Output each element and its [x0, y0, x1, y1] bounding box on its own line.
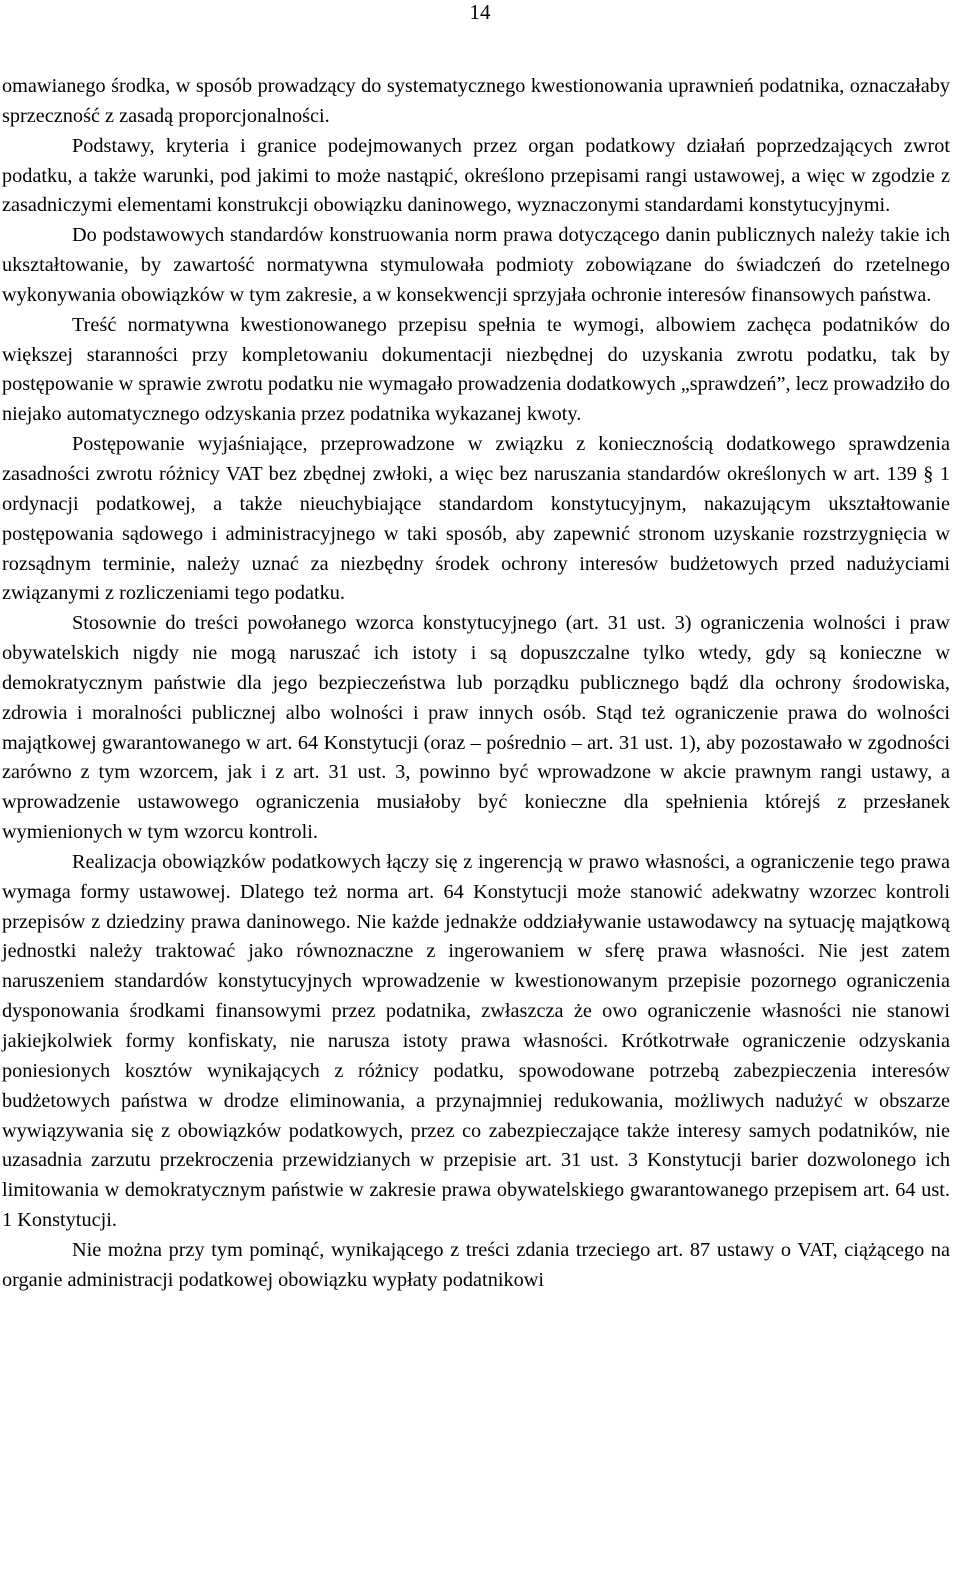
- paragraph: omawianego środka, w sposób prowadzący do systematycznego kwestionowania uprawnień podatnika, oznaczałaby sprzeczność z zasadą proporcjonalności.: [2, 75, 950, 127]
- paragraph: Do podstawowych standardów konstruowania norm prawa dotyczącego danin publicznych należy takie ich ukształtowanie, by zawartość normatywna stymulowała podmioty zobowiązane do świadczeń do rzetelnego wykonywania obowiązków w tym zakresie, a w konsekwencji sprzyjała ochronie interesów finansowych państwa.: [2, 224, 950, 306]
- paragraph: Realizacja obowiązków podatkowych łączy się z ingerencją w prawo własności, a ograniczenie tego prawa wymaga formy ustawowej. Dlatego też norma art. 64 Konstytucji może stanowić adekwatny wzorzec kontroli przepisów z dziedziny prawa daninowego. Nie każde jednakże oddziaływanie ustawodawcy na sytuację majątkową jednostki należy traktować jako równoznaczne z ingerowaniem w sferę prawa własności. Nie jest zatem naruszeniem standardów konstytucyjnych wprowadzenie w kwestionowanym przepisie pozornego ograniczenia dysponowania środkami finansowymi przez podatnika, zwłaszcza że owo ograniczenie własności nie stanowi jakiejkolwiek formy konfiskaty, nie narusza istoty prawa własności. Krótkotrwałe ograniczenie odzyskania poniesionych kosztów wynikających z różnicy podatku, spowodowane potrzebą zabezpieczenia interesów budżetowych państwa w drodze eliminowania, a przynajmniej redukowania, możliwych nadużyć w obszarze wywiązywania się z obowiązków podatkowych, przez co zabezpieczające także interesy samych podatników, nie uzasadnia zarzutu przekroczenia przewidzianych w przepisie art. 31 ust. 3 Konstytucji barier dozwolonego ich limitowania w demokratycznym państwie w zakresie prawa obywatelskiego gwarantowanego przepisem art. 64 ust. 1 Konstytucji.: [2, 850, 950, 1232]
- page-number: 14: [469, 0, 491, 24]
- paragraph: Podstawy, kryteria i granice podejmowanych przez organ podatkowy działań poprzedzających zwrot podatku, a także warunki, pod jakimi to może nastąpić, określono przepisami rangi ustawowej, a więc w zgodzie z zasadniczymi elementami konstrukcji obowiązku daninowego, wyznaczonymi standardami konstytucyjnymi.: [2, 134, 950, 217]
- paragraph: Nie można przy tym pominąć, wynikającego z treści zdania trzeciego art. 87 ustawy o VAT, ciążącego na organie administracji podatkowej obowiązku wypłaty podatnikowi: [2, 1238, 950, 1291]
- paragraph: Stosownie do treści powołanego wzorca konstytucyjnego (art. 31 ust. 3) ograniczenia wolności i praw obywatelskich nigdy nie mogą naruszać ich istoty i są dopuszczalne tylko wtedy, gdy są konieczne w demokratycznym państwie dla jego bezpieczeństwa lub porządku publicznego bądź dla ochrony środowiska, zdrowia i moralności publicznej albo wolności i praw innych osób. Stąd też ograniczenie prawa do wolności majątkowej gwarantowanego w art. 64 Konstytucji (oraz – pośrednio – art. 31 ust. 1), aby pozostawało w zgodności zarówno z tym wzorcem, jak i z art. 31 ust. 3, powinno być wprowadzone w akcie prawnym rangi ustawy, a wprowadzenie ustawowego ograniczenia musiałoby być konieczne dla spełnienia którejś z przesłanek wymienionych w tym wzorcu kontroli.: [2, 612, 950, 844]
- paragraph: Treść normatywna kwestionowanego przepisu spełnia te wymogi, albowiem zachęca podatników do większej staranności przy kompletowaniu dokumentacji niezbędnej do uzyskania zwrotu podatku, tak by postępowanie w sprawie zwrotu podatku nie wymagało prowadzenia dodatkowych „sprawdzeń”, lecz prowadziło do niejako automatycznego odzyskania przez podatnika wykazanej kwoty.: [2, 313, 950, 426]
- body-text: [2, 72, 950, 1296]
- paragraph: Postępowanie wyjaśniające, przeprowadzone w związku z koniecznością dodatkowego sprawdzenia zasadności zwrotu różnicy VAT bez zbędnej zwłoki, a więc bez naruszania standardów określonych w art. 139 § 1 ordynacji podatkowej, a także nieuchybiające standardom konstytucyjnym, nakazującym ukształtowanie postępowania sądowego i administracyjnego w taki sposób, aby zapewnić stronom uzyskanie rozstrzygnięcia w rozsądnym terminie, należy uznać za niezbędny środek ochrony interesów budżetowych przed nadużyciami związanymi z rozliczeniami tego podatku.: [2, 433, 950, 605]
